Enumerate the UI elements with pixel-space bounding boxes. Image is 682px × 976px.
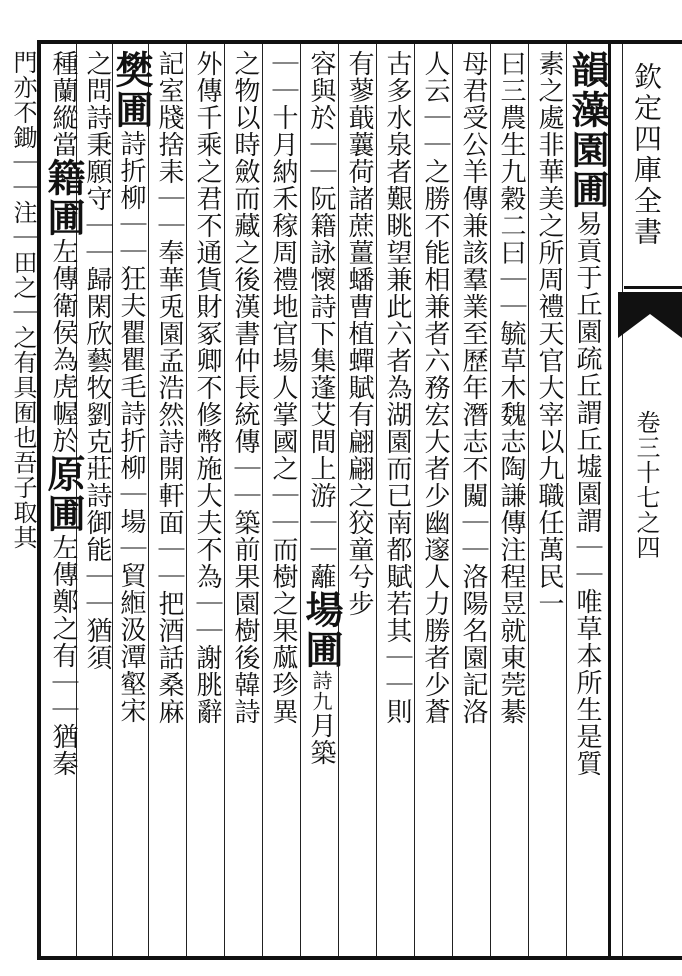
text-column-9: [266, 50, 300, 725]
text-column-10: [228, 50, 262, 725]
column-text: 容與於｜｜阮籍詠懷詩下集蓬艾間上游｜｜蘺: [306, 50, 336, 590]
text-column-7: [342, 50, 376, 617]
column-rule: [262, 44, 263, 956]
fishtail-mark: [618, 292, 682, 338]
column-text: 門亦不鋤: [9, 50, 37, 150]
text-column-5: [418, 50, 452, 725]
column-text: 左傳衛侯為虎幄於: [48, 238, 78, 454]
column-text: 詩折柳｜｜狂夫瞿瞿毛詩折柳｜場｜貿縆汲潭壑宋: [116, 130, 146, 724]
column-rule: [528, 44, 529, 956]
column-text: 之問詩秉願守｜｜歸閑欣藝牧劉克莊詩御能｜｜猶須: [82, 50, 112, 671]
entry-heading: 場圃: [299, 590, 344, 670]
text-column-14: [80, 50, 114, 671]
column-note: 詩九: [309, 670, 333, 712]
volume-label: 卷三十七之四: [632, 410, 660, 560]
entry-heading: 樊圃: [109, 50, 154, 130]
entry-heading: 園圃: [565, 130, 610, 210]
column-rule: [224, 44, 225, 956]
column-text: 古多水泉者艱眺望兼此六者為湖園而已南都賦若其｜｜則: [382, 50, 412, 725]
column-text: 記室牋捨耒｜｜奉華兎園孟浩然詩開軒面｜｜把酒話桑麻: [154, 50, 184, 725]
column-rule: [414, 44, 415, 956]
column-text: 易貢于丘園疏丘謂丘墟園謂｜｜唯草本所生是質: [572, 210, 602, 777]
column-text: 曰三農生九穀二曰｜｜毓草木魏志陶謙傳注程昱就東莞綦: [496, 50, 526, 725]
column-rule: [338, 44, 339, 956]
column-text: 人云｜｜之勝不能相兼者六務宏大者少幽邃人力勝者少蒼: [420, 50, 450, 725]
text-column-1: [565, 50, 610, 777]
text-column-2: [532, 50, 566, 617]
column-text: 種蘭縱當: [48, 50, 78, 158]
entry-heading: 韻藻: [565, 50, 610, 130]
column-text: 外傳千乘之君不通貨財冢卿不修幣施大夫不為｜｜謝朓辭: [192, 50, 222, 725]
column-rule: [376, 44, 377, 956]
column-text: ｜｜十月納禾稼周禮地官場人掌國之｜｜而樹之果蓏珍異: [268, 50, 298, 725]
text-column-13: [109, 50, 154, 724]
column-text: 有蓼蕺蘘荷諸蔗薑蟠曹植蟬賦有翩翩之狡童兮步: [344, 50, 374, 617]
column-rule: [452, 44, 453, 956]
text-column-11: [190, 50, 224, 725]
column-rule: [300, 44, 301, 956]
text-column-15: [41, 50, 86, 777]
column-rule: [186, 44, 187, 956]
text-column-4: [456, 50, 490, 725]
entry-heading: 原圃: [41, 454, 86, 534]
column-text: ｜｜注｜田之｜: [9, 150, 37, 325]
entry-heading: 籍圃: [41, 158, 86, 238]
book-title: 欽定四庫全書: [630, 62, 663, 248]
text-column-3: [494, 50, 528, 725]
column-rule: [148, 44, 149, 956]
column-text: 素之處非華美之所周禮天官大宰以九職任萬民一: [534, 50, 564, 617]
column-text: 母君受公羊傳兼該羣業至歷年潛志不闚｜｜洛陽名園記洛: [458, 50, 488, 725]
column-rule: [490, 44, 491, 956]
text-column-12: [152, 50, 186, 725]
column-text: 左傳鄭之有｜｜猶秦: [48, 534, 78, 777]
column-text: 月築: [306, 712, 336, 766]
text-column-16: [6, 50, 40, 550]
column-text: 之有具囿也吾子取其: [9, 325, 37, 550]
margin-rule: [624, 286, 682, 289]
text-column-6: [380, 50, 414, 725]
column-text: 之物以時斂而藏之後漢書仲長統傳｜｜築前果園樹後韓詩: [230, 50, 260, 725]
text-column-8: [299, 50, 344, 766]
